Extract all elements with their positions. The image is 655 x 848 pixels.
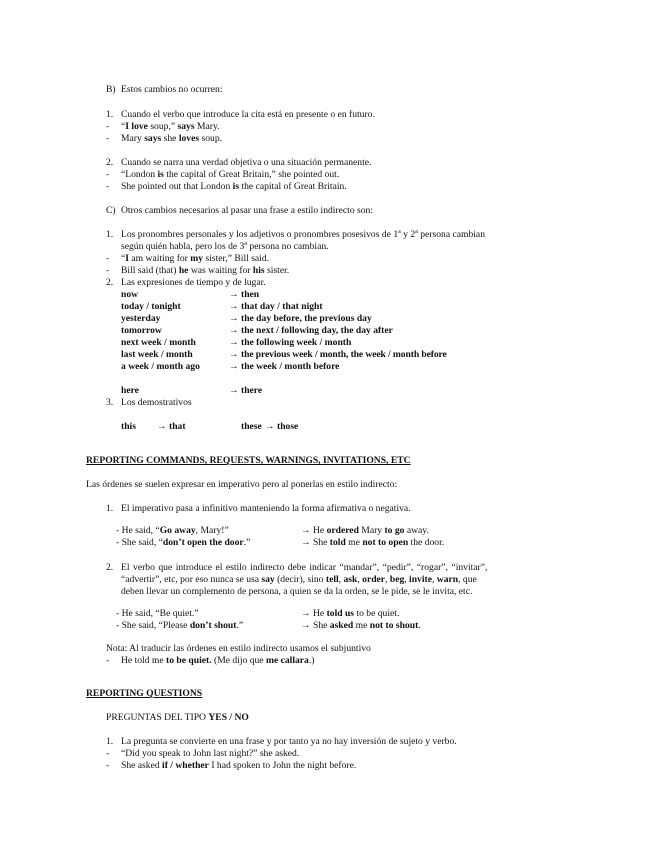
list-item-text: Los pronombres personales y los adjetivos o pronombres posesivos de 1$^a$ y 2$^a$ persona cambian <box>121 228 485 240</box>
bullet-dash: - <box>106 655 110 666</box>
example-sentence: Bill said (that) he was waiting for his sister. <box>121 265 290 276</box>
demonstrative-those: those <box>277 421 299 432</box>
section-c-text: Otros cambios necesarios al pasar una frase a estilo indirecto son: <box>121 205 374 216</box>
bullet-dash: - <box>106 133 110 144</box>
list-number: 1. <box>106 736 114 747</box>
list-item-text: Cuando el verbo que introduce la cita está en presente o en futuro. <box>121 109 375 120</box>
arrow-icon: → <box>157 421 167 432</box>
arrow-icon: → <box>229 385 239 396</box>
list-item-text: Cuando se narra una verdad objetiva o una situación permanente. <box>121 157 372 168</box>
arrow-icon: → <box>229 361 239 372</box>
section-label-c: C) <box>106 205 116 216</box>
arrow-icon: → <box>265 421 275 432</box>
arrow-icon: → <box>301 537 311 548</box>
time-expression-reported: the following week / month <box>241 337 352 348</box>
example-direct: - She said, “don’t open the door.” <box>116 537 251 548</box>
demonstrative-these: these <box>241 421 262 432</box>
time-expression: last week / month <box>121 349 193 360</box>
place-expression: here <box>121 385 139 396</box>
time-expression-reported: that day / that night <box>241 301 323 312</box>
list-item-text-cont: según quién habla, pero los de 3$^a$ persona no cambian. <box>121 240 329 252</box>
subheading: PREGUNTAS DEL TIPO YES / NO <box>106 712 249 723</box>
example-sentence: Mary says she loves soup. <box>121 133 223 144</box>
time-expression: yesterday <box>121 313 161 324</box>
example-sentence: “London is the capital of Great Britain,” she pointed out. <box>121 169 340 180</box>
paragraph: Las órdenes se suelen expresar en imperativo pero al ponerlas en estilo indirecto: <box>86 479 398 490</box>
arrow-icon: → <box>229 289 239 300</box>
time-expression-reported: the previous week / month, the week / month before <box>241 349 447 360</box>
list-number: 1. <box>106 229 114 240</box>
demonstrative-this: this <box>121 421 136 432</box>
example-reported: → He told us to be quiet. <box>301 608 400 619</box>
time-expression-reported: the day before, the previous day <box>241 313 372 324</box>
arrow-icon: → <box>229 337 239 348</box>
list-item-text: El verbo que introduce el estilo indirecto debe indicar “mandar”, “pedir”, “rogar”, “invitar”, <box>121 562 488 573</box>
bullet-dash: - <box>106 748 110 759</box>
list-item-text: La pregunta se convierte en una frase y por tanto ya no hay inversión de sujeto y verbo. <box>121 736 457 747</box>
section-b-text: Estos cambios no ocurren: <box>121 84 223 95</box>
list-number: 2. <box>106 562 114 573</box>
bullet-dash: - <box>106 181 110 192</box>
example-sentence: He told me to be quiet. (Me dijo que me callara.) <box>121 655 315 666</box>
time-expression: now <box>121 289 139 300</box>
example-sentence: “I am waiting for my sister,” Bill said. <box>121 253 270 264</box>
bullet-dash: - <box>106 760 110 771</box>
arrow-icon: → <box>229 301 239 312</box>
example-sentence: She asked if / whether I had spoken to John the night before. <box>121 760 357 771</box>
time-expression: a week / month ago <box>121 361 200 372</box>
example-sentence: “Did you speak to John last night?” she asked. <box>121 748 300 759</box>
example-sentence: “I love soup,” says Mary. <box>121 121 220 132</box>
demonstrative-that: that <box>169 421 186 432</box>
arrow-icon: → <box>229 313 239 324</box>
time-expression: today / tonight <box>121 301 181 312</box>
list-number: 2. <box>106 277 114 288</box>
list-number: 2. <box>106 157 114 168</box>
arrow-icon: → <box>229 349 239 360</box>
time-expression-reported: the next / following day, the day after <box>241 325 393 336</box>
example-reported: → He ordered Mary to go away. <box>301 525 429 536</box>
arrow-icon: → <box>229 325 239 336</box>
section-heading: REPORTING QUESTIONS <box>86 688 203 699</box>
bullet-dash: - <box>106 121 110 132</box>
bullet-dash: - <box>106 253 110 264</box>
arrow-icon: → <box>301 620 311 631</box>
list-item-text-cont: “advertir”, etc, por eso nunca se usa say (decir), sino tell, ask, order, beg, invite, warn, que <box>121 574 477 585</box>
list-item-text-cont: deben llevar un complemento de persona, a quien se da la orden, se le pide, se le invita, etc. <box>121 586 473 597</box>
example-direct: - She said, “Please don’t shout.” <box>116 620 244 631</box>
time-expression-reported: then <box>241 289 260 300</box>
place-expression-reported: there <box>241 385 263 396</box>
bullet-dash: - <box>106 169 110 180</box>
arrow-icon: → <box>301 608 311 619</box>
example-sentence: She pointed out that London is the capital of Great Britain. <box>121 181 347 192</box>
list-item-text: Los demostrativos <box>121 397 192 408</box>
time-expression: tomorrow <box>121 325 162 336</box>
list-number: 1. <box>106 503 114 514</box>
list-item-text: Las expresiones de tiempo y de lugar. <box>121 277 266 288</box>
section-heading: REPORTING COMMANDS, REQUESTS, WARNINGS, INVITATIONS, ETC <box>86 455 411 466</box>
section-label-b: B) <box>106 84 116 95</box>
time-expression-reported: the week / month before <box>241 361 340 372</box>
arrow-icon: → <box>301 525 311 536</box>
example-reported: → She told me not to open the door. <box>301 537 445 548</box>
bullet-dash: - <box>106 265 110 276</box>
note-text: Nota: Al traducir las órdenes en estilo indirecto usamos el subjuntivo <box>106 643 371 654</box>
example-direct: - He said, “Be quiet.” <box>116 608 199 619</box>
list-number: 1. <box>106 109 114 120</box>
time-expression: next week / month <box>121 337 196 348</box>
example-direct: - He said, “Go away, Mary!” <box>116 525 229 536</box>
list-item-text: El imperativo pasa a infinitivo manteniendo la forma afirmativa o negativa. <box>121 503 411 514</box>
example-reported: → She asked me not to shout. <box>301 620 421 631</box>
list-number: 3. <box>106 397 114 408</box>
